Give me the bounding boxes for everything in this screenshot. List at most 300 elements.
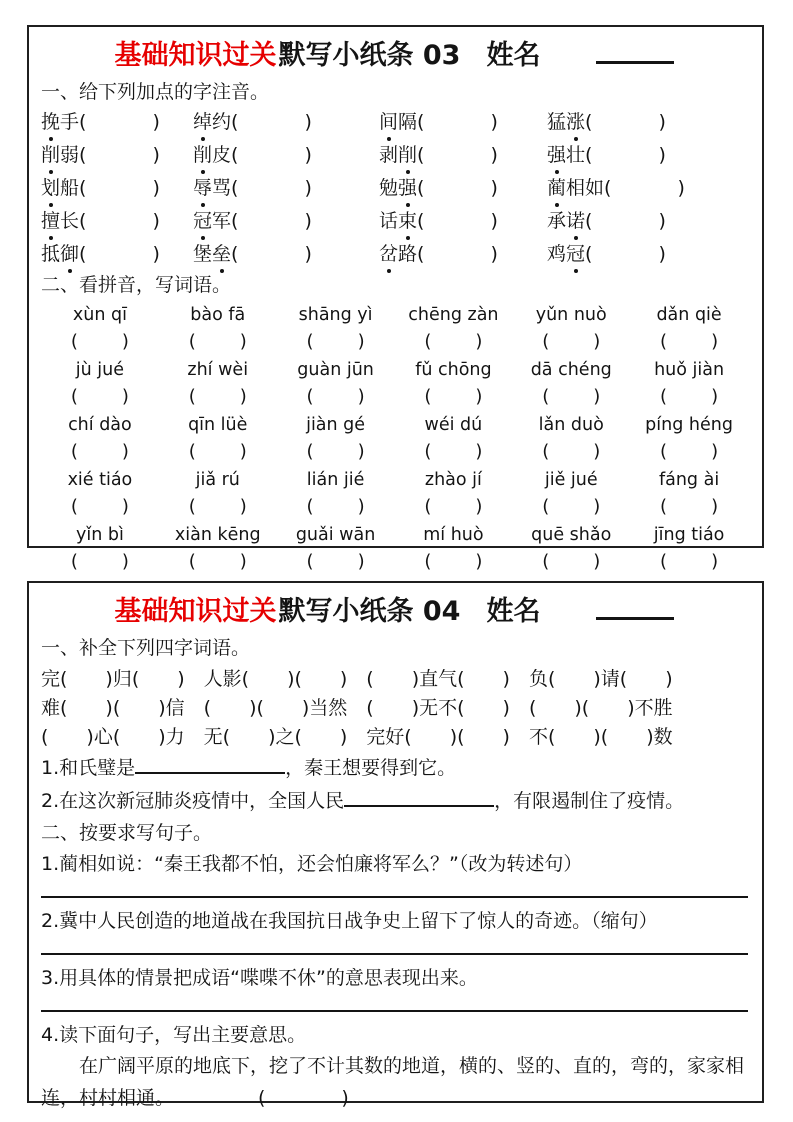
blank-parentheses <box>307 384 365 410</box>
pinyin-cell <box>395 302 513 357</box>
pinyin-cell <box>630 302 748 357</box>
paren-open: ( <box>79 111 87 133</box>
paren-open: ( <box>660 331 668 352</box>
paren-open: ( <box>585 210 593 232</box>
paren-open: ( <box>70 441 78 462</box>
section1-heading-03: 一、给下列加点的字注音。 <box>41 81 270 103</box>
word-text <box>547 177 604 199</box>
blank-parentheses <box>424 384 482 410</box>
paren-close: ) <box>711 386 719 407</box>
blank-parentheses <box>585 208 666 235</box>
pinyin-text: zhí wèi <box>187 360 249 380</box>
paren-close: ) <box>711 551 719 572</box>
paren-open: ( <box>417 243 425 265</box>
word-text <box>547 243 585 265</box>
blank-parentheses <box>71 329 129 355</box>
pinyin-text: píng héng <box>645 415 733 435</box>
pinyin-text: mí huò <box>423 525 484 545</box>
pinyin-answer-blank <box>159 439 277 465</box>
pinyin-text: xùn qī <box>72 305 127 325</box>
pinyin-text: dā chéng <box>530 360 612 380</box>
word-text <box>547 144 585 166</box>
pinyin-text: chēng zàn <box>408 305 499 325</box>
pinyin-answer-blank <box>395 384 513 410</box>
pinyin-text: jiàn gé <box>306 415 366 435</box>
pinyin-cell <box>159 357 277 412</box>
paren-open: ( <box>188 386 196 407</box>
paren-close: ) <box>357 496 365 517</box>
blank-parentheses <box>231 109 312 136</box>
paren-open: ( <box>231 144 239 166</box>
paren-close: ) <box>121 551 129 572</box>
word-char: 话 <box>379 210 399 232</box>
pinyin-answer-blank <box>159 329 277 355</box>
paren-close: ) <box>357 331 365 352</box>
pinyin-text: lǎn duò <box>538 415 604 435</box>
word-char: 勉 <box>379 177 399 199</box>
dotted-char: 强 <box>547 142 566 169</box>
pinyin-cell <box>277 302 395 357</box>
paren-close: ) <box>239 331 247 352</box>
blank-parentheses <box>585 241 666 268</box>
answer-line <box>41 936 748 955</box>
paren-open: ( <box>424 441 432 462</box>
pinyin-answer-blank <box>277 439 395 465</box>
dotted-char: 冠 <box>566 241 585 268</box>
word-char: 壮 <box>566 144 586 166</box>
paren-close: ) <box>658 210 666 232</box>
dotted-char: 绰 <box>193 109 212 136</box>
name-label: 姓名 <box>486 40 541 71</box>
paren-close: ) <box>593 496 601 517</box>
paren-open: ( <box>188 441 196 462</box>
sentence-questions <box>41 850 748 1114</box>
blank-parentheses <box>189 329 247 355</box>
word-char: 隔 <box>398 111 418 133</box>
paren-close: ) <box>677 177 685 199</box>
sheet-title-03 <box>41 34 748 74</box>
pinyin-answer-blank <box>630 439 748 465</box>
pinyin-answer-blank <box>41 439 159 465</box>
paren-close: ) <box>239 551 247 572</box>
answer-line <box>41 879 748 898</box>
paren-close: ) <box>711 441 719 462</box>
pinyin-cell <box>159 302 277 357</box>
paren-open: ( <box>70 386 78 407</box>
paren-close: ) <box>593 386 601 407</box>
paren-open: ( <box>660 441 668 462</box>
word-text <box>41 243 79 265</box>
pinyin-answer-blank <box>41 494 159 520</box>
paren-open: ( <box>306 496 314 517</box>
pinyin-answer-blank <box>277 329 395 355</box>
word-char: 皮 <box>212 144 232 166</box>
pinyin-cell <box>630 412 748 467</box>
paren-open: ( <box>79 243 87 265</box>
worksheet-card-03 <box>27 25 764 572</box>
paren-open: ( <box>79 177 87 199</box>
word-char: 如 <box>585 177 605 199</box>
word-text <box>379 144 417 166</box>
word-char: 手 <box>60 111 80 133</box>
word-char: 鸡 <box>547 243 567 265</box>
blank-parentheses <box>231 208 312 235</box>
pinyin-cell <box>395 412 513 467</box>
pinyin-cell <box>277 522 395 577</box>
pinyin-text: lián jié <box>306 470 365 490</box>
blank-parentheses <box>424 329 482 355</box>
word-char: 长 <box>60 210 80 232</box>
paren-open: ( <box>417 177 425 199</box>
pinyin-answer-blank <box>512 384 630 410</box>
paren-open: ( <box>660 551 668 572</box>
dotted-char: 冠 <box>193 208 212 235</box>
paren-close: ) <box>304 177 312 199</box>
annotation-word-grid <box>41 109 748 268</box>
paren-close: ) <box>304 111 312 133</box>
paren-open: ( <box>660 496 668 517</box>
word-char: 相 <box>566 177 586 199</box>
word-item <box>379 175 547 202</box>
pinyin-answer-blank <box>630 494 748 520</box>
pinyin-text: fáng ài <box>658 470 720 490</box>
blank-parentheses <box>417 109 498 136</box>
pinyin-text: wéi dú <box>424 415 483 435</box>
paren-close: ) <box>357 386 365 407</box>
fill-sentence <box>41 752 748 785</box>
blank-parentheses <box>189 439 247 465</box>
section2-heading-03: 二、看拼音，写词语。 <box>41 274 232 296</box>
pinyin-cell <box>277 467 395 522</box>
pinyin-answer-blank <box>159 549 277 575</box>
sheet-title-04 <box>41 590 748 630</box>
pinyin-answer-blank <box>395 439 513 465</box>
pinyin-answer-blank <box>277 384 395 410</box>
blank-parentheses <box>424 439 482 465</box>
pinyin-cell <box>512 302 630 357</box>
blank-parentheses <box>542 549 600 575</box>
dotted-char: 挽 <box>41 109 60 136</box>
dotted-char: 削 <box>41 142 60 169</box>
paren-open: ( <box>188 331 196 352</box>
blank-parentheses <box>307 549 365 575</box>
paren-open: ( <box>542 386 550 407</box>
paren-close: ) <box>658 111 666 133</box>
paren-close: ) <box>357 551 365 572</box>
pinyin-text: guàn jūn <box>297 360 374 380</box>
title-highlight: 基础知识过关 <box>114 40 277 71</box>
blank-parentheses <box>231 175 312 202</box>
paren-open: ( <box>231 177 239 199</box>
name-label: 姓名 <box>486 596 541 627</box>
paren-close: ) <box>121 331 129 352</box>
name-blank-line <box>596 34 674 64</box>
paren-close: ) <box>490 111 498 133</box>
pinyin-cell <box>159 412 277 467</box>
pinyin-answer-blank <box>395 329 513 355</box>
paren-open: ( <box>542 496 550 517</box>
word-char: 弱 <box>60 144 80 166</box>
pinyin-cell <box>277 412 395 467</box>
paren-open: ( <box>188 496 196 517</box>
blank-parentheses <box>542 384 600 410</box>
paren-close: ) <box>239 441 247 462</box>
paren-open: ( <box>542 441 550 462</box>
pinyin-cell <box>512 467 630 522</box>
word-text <box>41 144 79 166</box>
word-item <box>193 109 379 136</box>
paren-open: ( <box>424 331 432 352</box>
question-text: 2.冀中人民创造的地道战在我国抗日战争史上留下了惊人的奇迹。（缩句） <box>41 910 658 932</box>
pinyin-text: qīn lüè <box>188 415 248 435</box>
word-text <box>193 210 231 232</box>
word-text <box>547 210 585 232</box>
paren-close: ) <box>121 441 129 462</box>
word-text <box>547 111 585 133</box>
dotted-char: 诺 <box>566 208 585 235</box>
blank-parentheses <box>189 494 247 520</box>
pinyin-cell <box>512 357 630 412</box>
pinyin-answer-blank <box>395 494 513 520</box>
word-item <box>41 175 193 202</box>
pinyin-cell <box>630 522 748 577</box>
blank-parentheses <box>79 142 160 169</box>
paren-open: ( <box>306 331 314 352</box>
word-item <box>547 142 748 169</box>
question-text: 4.读下面句子，写出主要意思。 <box>41 1024 307 1046</box>
dotted-char: 蔺 <box>547 175 566 202</box>
word-text <box>193 144 231 166</box>
paren-close: ) <box>304 243 312 265</box>
dotted-char: 辱 <box>193 175 212 202</box>
sentence-suffix: ，有限遏制住了疫情。 <box>494 790 685 812</box>
paren-open: ( <box>417 144 425 166</box>
word-text <box>41 111 79 133</box>
paren-open: ( <box>231 210 239 232</box>
pinyin-text: shāng yì <box>298 305 373 325</box>
pinyin-text: fǔ chōng <box>415 360 492 380</box>
section2-heading-04: 二、按要求写句子。 <box>41 822 213 844</box>
paren-open: ( <box>542 331 550 352</box>
dotted-char: 岔 <box>379 241 398 268</box>
blank-parentheses <box>79 208 160 235</box>
answer-blank-line <box>135 753 285 774</box>
pinyin-text: jù jué <box>75 360 125 380</box>
pinyin-text: jīng tiáo <box>653 525 725 545</box>
pinyin-text: yǔn nuò <box>535 305 607 325</box>
pinyin-answer-blank <box>512 329 630 355</box>
paren-close: ) <box>152 144 160 166</box>
pinyin-answer-blank <box>395 549 513 575</box>
pinyin-text: xié tiáo <box>67 470 133 490</box>
worksheet-card-04 <box>27 581 764 1109</box>
pinyin-cell <box>41 357 159 412</box>
pinyin-cell <box>41 412 159 467</box>
blank-parentheses <box>585 109 666 136</box>
question-text: 1.蔺相如说：“秦王我都不怕，还会怕廉将军么？”（改为转述句） <box>41 853 583 875</box>
paren-open: ( <box>542 551 550 572</box>
pinyin-answer-blank <box>159 494 277 520</box>
blank-parentheses <box>424 494 482 520</box>
paren-close: ) <box>711 331 719 352</box>
paren-close: ) <box>475 551 483 572</box>
pinyin-text: jiě jué <box>544 470 598 490</box>
paren-open: ( <box>306 386 314 407</box>
word-item <box>41 142 193 169</box>
title-text: 默写小纸条 03 <box>278 40 461 71</box>
paren-close: ) <box>593 331 601 352</box>
word-item <box>193 142 379 169</box>
word-item <box>41 109 193 136</box>
paren-open: ( <box>604 177 612 199</box>
paren-close: ) <box>593 441 601 462</box>
paren-close: ) <box>475 441 483 462</box>
sentence-suffix: ，秦王想要得到它。 <box>285 757 457 779</box>
blank-parentheses <box>660 439 718 465</box>
dotted-char: 涨 <box>566 109 585 136</box>
paren-open: ( <box>424 551 432 572</box>
paren-open: ( <box>188 551 196 572</box>
pinyin-cell <box>630 467 748 522</box>
fill-in-sentences <box>41 752 748 818</box>
blank-parentheses <box>660 494 718 520</box>
blank-parentheses <box>307 439 365 465</box>
blank-parentheses <box>660 384 718 410</box>
word-char: 路 <box>398 243 418 265</box>
paren-close: ) <box>475 496 483 517</box>
paren-open: ( <box>585 144 593 166</box>
word-item <box>379 241 547 268</box>
word-char: 猛 <box>547 111 567 133</box>
paren-open: ( <box>231 111 239 133</box>
pinyin-cell <box>41 522 159 577</box>
blank-parentheses <box>79 175 160 202</box>
paren-open: ( <box>70 331 78 352</box>
sentence-prefix: 1.和氏璧是 <box>41 757 136 779</box>
paren-open: ( <box>306 551 314 572</box>
pinyin-text: zhào jí <box>424 470 482 490</box>
word-char: 抵 <box>41 243 61 265</box>
dotted-char: 削 <box>193 142 212 169</box>
word-item <box>193 208 379 235</box>
word-text <box>379 177 417 199</box>
word-char: 骂 <box>212 177 232 199</box>
paren-close: ) <box>152 111 160 133</box>
paren-close: ) <box>658 243 666 265</box>
blank-parentheses <box>307 494 365 520</box>
pinyin-text: yǐn bì <box>75 525 124 545</box>
dotted-char: 间 <box>379 109 398 136</box>
word-text <box>193 111 231 133</box>
paren-open: ( <box>585 243 593 265</box>
pinyin-answer-blank <box>41 384 159 410</box>
paren-open: ( <box>417 111 425 133</box>
word-text <box>41 177 79 199</box>
idiom-line: 完( )归( ) 人影( )( ) ( )直气( ) 负( )请( ) <box>41 668 673 690</box>
paren-open: ( <box>660 386 668 407</box>
pinyin-text: dǎn qiè <box>656 305 722 325</box>
paren-close: ) <box>239 386 247 407</box>
paren-close: ) <box>593 551 601 572</box>
blank-parentheses <box>71 384 129 410</box>
paren-open: ( <box>70 551 78 572</box>
section1-heading-04: 一、补全下列四字词语。 <box>41 637 251 659</box>
blank-parentheses <box>71 494 129 520</box>
word-item <box>41 208 193 235</box>
word-item <box>379 142 547 169</box>
word-text <box>379 243 417 265</box>
blank-parentheses <box>71 439 129 465</box>
blank-parentheses <box>79 109 160 136</box>
paren-close: ) <box>152 177 160 199</box>
dotted-char: 束 <box>398 208 417 235</box>
blank-parentheses <box>417 175 498 202</box>
word-item <box>379 109 547 136</box>
blank-parentheses <box>71 549 129 575</box>
idiom-completion-lines <box>41 665 748 752</box>
word-text <box>193 243 231 265</box>
pinyin-text: bào fā <box>190 305 246 325</box>
pinyin-text: xiàn kēng <box>174 525 261 545</box>
paren-close: ) <box>239 496 247 517</box>
word-text <box>379 111 417 133</box>
answer-blank-line <box>344 786 494 807</box>
paren-open: ( <box>417 210 425 232</box>
word-char: 承 <box>547 210 567 232</box>
paren-close: ) <box>711 496 719 517</box>
paren-close: ) <box>121 496 129 517</box>
paren-open: ( <box>70 496 78 517</box>
blank-parentheses <box>231 142 312 169</box>
paren-close: ) <box>152 210 160 232</box>
pinyin-answer-blank <box>630 549 748 575</box>
pinyin-word-grid <box>41 302 748 577</box>
blank-parentheses <box>660 549 718 575</box>
word-item <box>547 109 748 136</box>
paren-open: ( <box>306 441 314 462</box>
blank-parentheses <box>542 494 600 520</box>
blank-parentheses <box>542 329 600 355</box>
pinyin-answer-blank <box>41 549 159 575</box>
word-item <box>193 241 379 268</box>
idiom-line: ( )心( )力 无( )之( ) 完好( )( ) 不( )( )数 <box>41 726 673 748</box>
blank-parentheses <box>231 241 312 268</box>
pinyin-cell <box>512 412 630 467</box>
word-char: 船 <box>60 177 80 199</box>
word-text <box>193 177 231 199</box>
blank-parentheses <box>417 142 498 169</box>
pinyin-text: quē shǎo <box>531 525 612 545</box>
pinyin-cell <box>159 522 277 577</box>
dotted-char: 削 <box>398 142 417 169</box>
blank-parentheses <box>604 175 685 202</box>
pinyin-text: huǒ jiàn <box>654 360 725 380</box>
word-item <box>547 241 748 268</box>
paren-open: ( <box>231 243 239 265</box>
paren-close: ) <box>475 331 483 352</box>
pinyin-answer-blank <box>277 549 395 575</box>
question-paragraph: 在广阔平原的地底下，挖了不计其数的地道，横的、竖的、直的，弯的，家家相连，村村相通。 ( ) <box>41 1055 745 1109</box>
pinyin-answer-blank <box>41 329 159 355</box>
sentence-prefix: 2.在这次新冠肺炎疫情中，全国人民 <box>41 790 345 812</box>
pinyin-cell <box>630 357 748 412</box>
paren-close: ) <box>658 144 666 166</box>
word-item <box>547 175 748 202</box>
word-char: 剥 <box>379 144 399 166</box>
paren-close: ) <box>490 177 498 199</box>
pinyin-cell <box>41 302 159 357</box>
dotted-char: 垒 <box>212 241 231 268</box>
